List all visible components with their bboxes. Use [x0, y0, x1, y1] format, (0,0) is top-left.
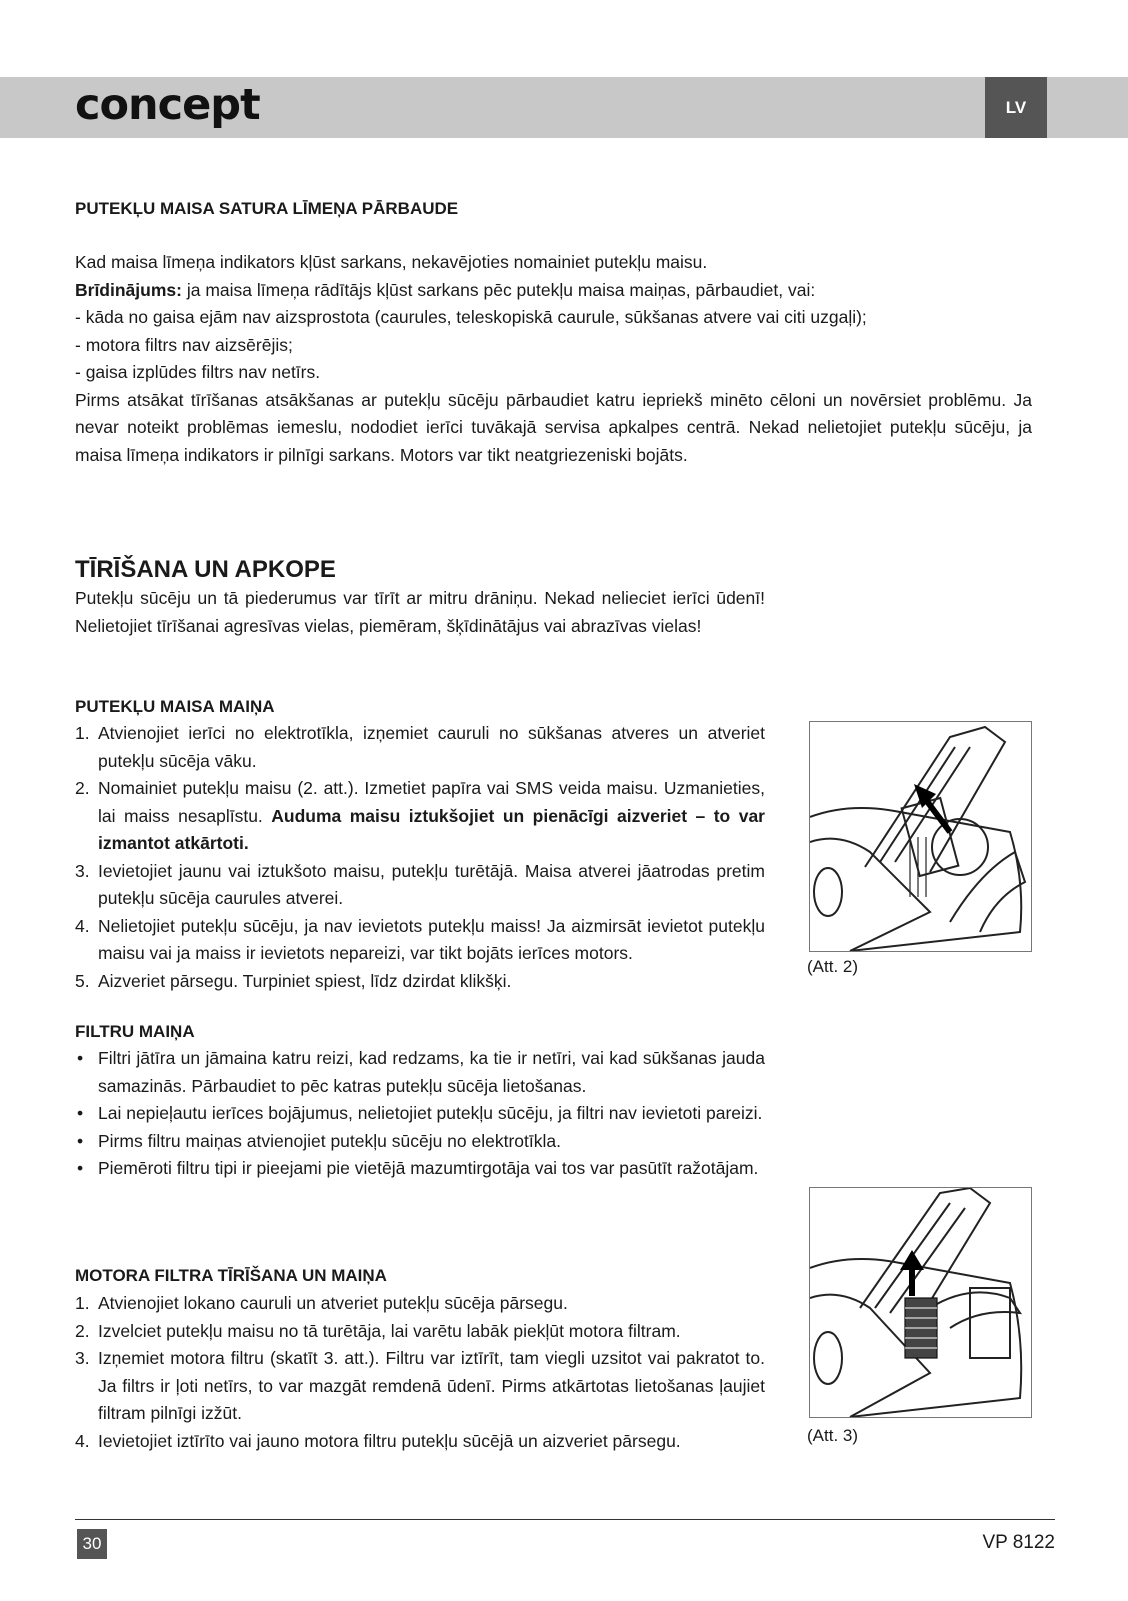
warning-label: Brīdinājums: — [75, 279, 182, 300]
language-badge: LV — [985, 77, 1047, 138]
list-item: 5. Aizveriet pārsegu. Turpiniet spiest, līdz dzirdat klikšķi. — [75, 970, 512, 991]
brand-logo: concept — [75, 80, 260, 130]
model-number: VP 8122 — [982, 1532, 1055, 1553]
list-item: • Filtri jātīra un jāmaina katru reizi, kad redzams, ka tie ir netīri, vai kad sūkšanas jauda samazinās. Pārbaudiet to pēc katras putekļu sūcēja lietošanas. — [77, 1048, 765, 1096]
check-item: - gaisa izplūdes filtrs nav netīrs. — [75, 362, 321, 382]
figure-3 — [809, 1187, 1032, 1418]
warning-text: ja maisa līmeņa rādītājs kļūst sarkans pēc putekļu maisa maiņas, pārbaudiet, vai: — [181, 279, 816, 300]
list-item: 3. Izņemiet motora filtru (skatīt 3. att.). Filtru var iztīrīt, tam viegli uzsitot vai pakratot to. Ja filtrs ir ļoti netīrs, to var mazgāt remdenā ūdenī. Pirms atkārtotas lietošanas ļaujiet filtram pilnīgi izžūt. — [75, 1348, 765, 1423]
vacuum-bag-illustration — [810, 722, 1031, 951]
list-item: 4. Ievietojiet iztīrīto vai jauno motora filtru putekļu sūcējā un aizveriet pārsegu. — [75, 1430, 681, 1451]
check-item: - kāda no gaisa ejām nav aizsprostota (caurules, teleskopiskā caurule, sūkšanas atvere vai citi uzgaļi); — [75, 307, 867, 327]
warning-line — [75, 277, 1032, 305]
figure-2-caption: (Att. 2) — [807, 957, 859, 976]
figure-2 — [809, 721, 1032, 952]
list-item: 2. Nomainiet putekļu maisu (2. att.). Izmetiet papīra vai SMS veida maisu. Uzmanieties, lai maiss nesaplīstu. Auduma maisu iztukšojiet un pienācīgi aizveriet – to var izmantot atkārtoti. — [75, 778, 765, 853]
list-item: • Pirms filtru maiņas atvienojiet putekļu sūcēju no elektrotīkla. — [77, 1130, 561, 1151]
motor-filter-heading: MOTORA FILTRA TĪRĪŠANA UN MAIŅA — [75, 1266, 387, 1285]
list-item: 2. Izvelciet putekļu maisu no tā turētāja, lai varētu labāk piekļūt motora filtram. — [75, 1320, 681, 1341]
list-item: 1. Atvienojiet lokano cauruli un atveriet putekļu sūcēja pārsegu. — [75, 1293, 568, 1313]
bag-level-paragraph: Pirms atsākat tīrīšanas atsākšanas ar putekļu sūcēju pārbaudiet katru iepriekš minēto cēloni un novērsiet problēmu. Ja nevar noteikt problēmas iemeslu, nododiet ierīci tuvākajā servisa apkalpes centrā. Nekad nelietojiet putekļu sūcēju, ja maisa līmeņa indikators ir pilnīgi sarkans. Motors var tikt neatgriezeniski bojāts. — [75, 389, 1032, 465]
list-item: • Lai nepieļautu ierīces bojājumus, nelietojiet putekļu sūcēju, ja filtri nav ievietoti pareizi. — [77, 1103, 763, 1123]
list-item: 1. Atvienojiet ierīci no elektrotīkla, izņemiet cauruli no sūkšanas atveres un atveriet putekļu sūcēja vāku. — [75, 723, 765, 771]
footer-divider — [75, 1519, 1055, 1520]
filter-replace-list — [75, 1045, 765, 1183]
list-item: • Piemēroti filtru tipi ir pieejami pie vietējā mazumtirgotāja vai tos var pasūtīt ražotājam. — [77, 1158, 759, 1178]
bag-level-text — [75, 249, 1032, 469]
figure-3-caption: (Att. 3) — [807, 1426, 859, 1445]
cleaning-intro: Putekļu sūcēju un tā piederumus var tīrīt ar mitru drāniņu. Nekad nelieciet ierīci ūdenī! Nelietojiet tīrīšanai agresīvas vielas, piemēram, šķīdinātājus vai abrazīvas vielas! — [75, 588, 765, 636]
check-item: - motora filtrs nav aizsērējis; — [75, 334, 293, 355]
filter-replace-heading: FILTRU MAIŅA — [75, 1022, 195, 1041]
section-heading-bag-level: PUTEKĻU MAISA SATURA LĪMEŅA PĀRBAUDE — [75, 199, 459, 218]
page-number: 30 — [77, 1529, 107, 1559]
vacuum-filter-illustration — [810, 1188, 1031, 1417]
list-item: 3. Ievietojiet jaunu vai iztukšoto maisu, putekļu turētājā. Maisa atverei jāatrodas pretim putekļu sūcēja caurules atverei. — [75, 860, 765, 908]
section-heading-cleaning: TĪRĪŠANA UN APKOPE — [75, 556, 336, 583]
bag-replace-heading: PUTEKĻU MAISA MAIŅA — [75, 697, 275, 716]
motor-filter-list — [75, 1290, 765, 1455]
list-item: 4. Nelietojiet putekļu sūcēju, ja nav ievietots putekļu maiss! Ja aizmirsāt ievietot putekļu maisu vai ja maiss ir ievietots nepareizi, var tikt bojāts ierīces motors. — [75, 915, 765, 963]
bag-replace-list — [75, 720, 765, 995]
bag-level-line: Kad maisa līmeņa indikators kļūst sarkans, nekavējoties nomainiet putekļu maisu. — [75, 252, 708, 272]
